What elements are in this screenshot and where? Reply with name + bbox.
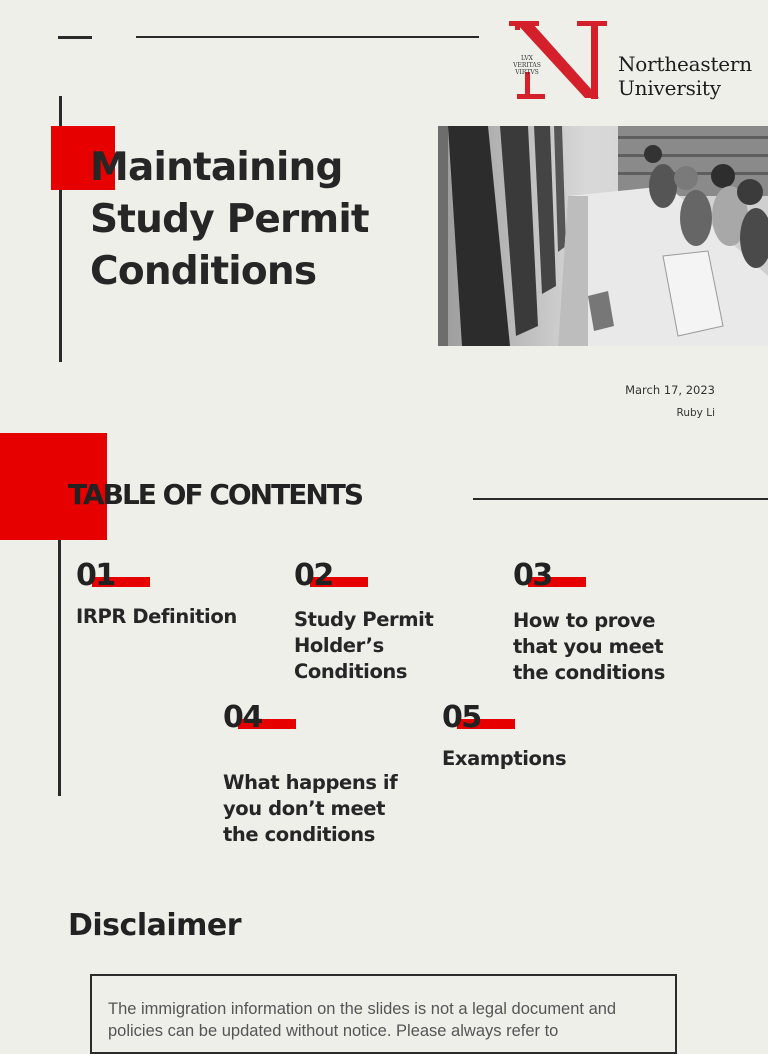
motto-line-1: LVX xyxy=(521,55,533,62)
toc-item-5-number: 05 xyxy=(442,700,481,735)
toc-title: TABLE OF CONTENTS xyxy=(68,478,363,511)
toc-vertical-rule xyxy=(58,530,61,796)
toc-item-4-label-line-2: you don’t meet xyxy=(223,797,386,820)
toc-item-4-label[interactable] xyxy=(223,770,397,848)
page-title xyxy=(90,142,430,298)
toc-item-3-number: 03 xyxy=(513,558,552,593)
library-students-photo xyxy=(438,126,768,346)
disclaimer-text: The immigration information on the slides is not a legal document and policies can be updated without notice. Please always refer to xyxy=(108,1000,617,1040)
northeastern-logo xyxy=(505,18,611,102)
toc-right-rule xyxy=(473,498,768,500)
toc-item-2-label[interactable] xyxy=(294,607,433,685)
toc-item-3-label-line-2: that you meet xyxy=(513,635,664,658)
toc-item-1-label[interactable] xyxy=(76,604,237,630)
university-name xyxy=(618,52,752,100)
toc-item-2-number: 02 xyxy=(294,558,333,593)
toc-item-3-label-line-3: the conditions xyxy=(513,661,665,684)
title-line-3: Conditions xyxy=(90,249,317,294)
presentation-author: Ruby Li xyxy=(676,407,715,419)
motto-line-2: VERITAS xyxy=(513,62,541,69)
university-name-line-2: University xyxy=(618,76,721,100)
disclaimer-title: Disclaimer xyxy=(68,908,242,943)
toc-item-2-label-line-2: Holder’s xyxy=(294,634,384,657)
motto-line-3: VIRTVS xyxy=(515,69,539,76)
toc-item-2-label-line-1: Study Permit xyxy=(294,608,434,631)
title-line-1: Maintaining xyxy=(90,145,343,190)
toc-item-4-label-line-1: What happens if xyxy=(223,771,398,794)
university-name-line-1: Northeastern xyxy=(618,52,752,76)
toc-item-5-label-line-1: Examptions xyxy=(442,747,567,770)
top-left-dash xyxy=(58,36,92,39)
toc-item-1-number: 01 xyxy=(76,558,115,593)
toc-item-3-label[interactable] xyxy=(513,608,665,686)
disclaimer-box xyxy=(90,974,677,1054)
toc-item-4-number: 04 xyxy=(223,700,262,735)
title-line-2: Study Permit xyxy=(90,197,369,242)
top-rule xyxy=(136,36,479,38)
presentation-date: March 17, 2023 xyxy=(625,383,715,397)
toc-item-4-label-line-3: the conditions xyxy=(223,823,375,846)
toc-item-1-label-line-1: IRPR Definition xyxy=(76,605,237,628)
toc-item-3-label-line-1: How to prove xyxy=(513,609,656,632)
toc-item-2-label-line-3: Conditions xyxy=(294,660,408,683)
toc-item-5-label[interactable] xyxy=(442,746,566,772)
